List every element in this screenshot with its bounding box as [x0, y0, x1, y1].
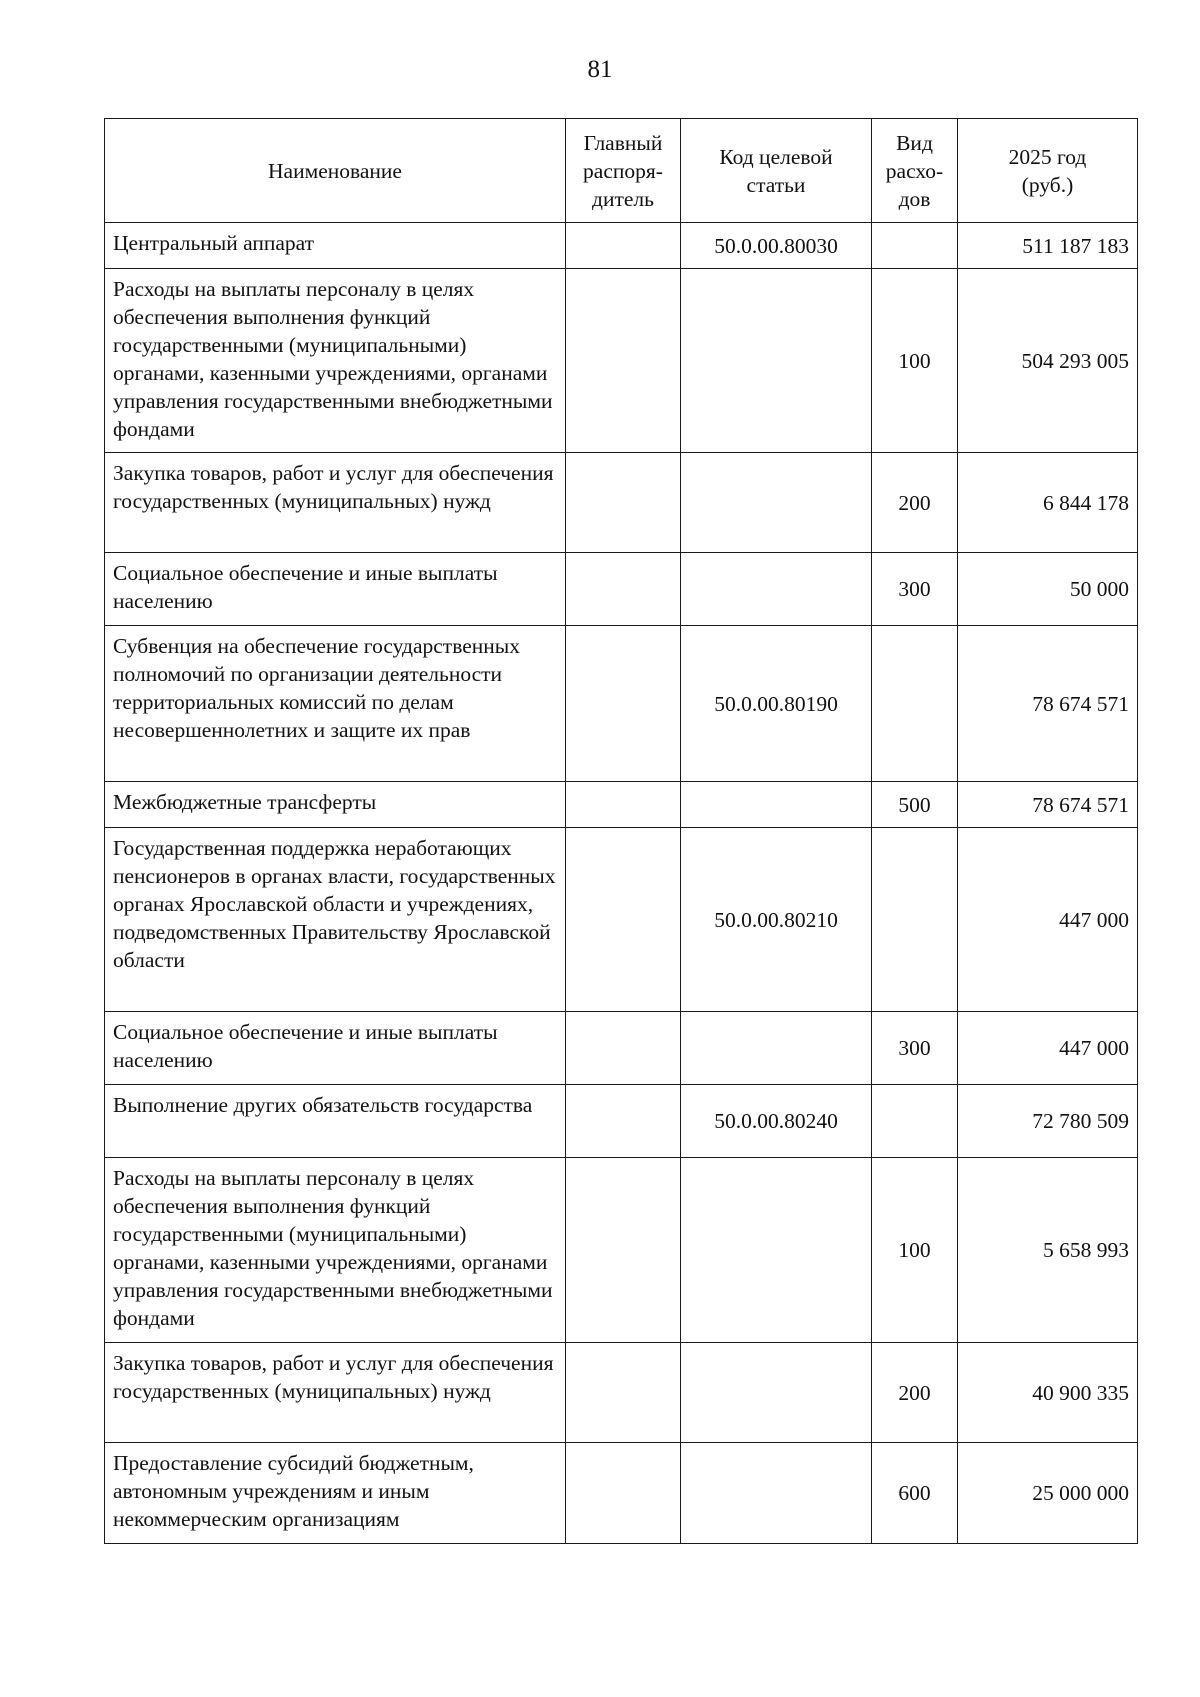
cell-amount: 504 293 005 — [958, 269, 1138, 453]
header-admin-line: дитель — [592, 186, 654, 211]
header-target-code — [681, 119, 872, 223]
cell-kind: 500 — [872, 782, 958, 828]
cell-amount: 72 780 509 — [958, 1085, 1138, 1158]
header-code-line: Код целевой — [719, 144, 833, 169]
cell-amount: 78 674 571 — [958, 626, 1138, 782]
cell-code — [681, 553, 872, 626]
cell-admin — [566, 223, 681, 269]
cell-admin — [566, 1085, 681, 1158]
cell-name: Выполнение других обязательств государства — [105, 1085, 566, 1158]
table-header-row — [105, 119, 1138, 223]
cell-code — [681, 1343, 872, 1443]
cell-amount: 447 000 — [958, 1012, 1138, 1085]
cell-amount: 5 658 993 — [958, 1158, 1138, 1343]
cell-kind: 300 — [872, 553, 958, 626]
table-row — [105, 828, 1138, 1012]
table-row — [105, 453, 1138, 553]
cell-amount: 78 674 571 — [958, 782, 1138, 828]
cell-admin — [566, 1443, 681, 1544]
header-name-label: Наименование — [268, 158, 402, 183]
cell-code: 50.0.00.80240 — [681, 1085, 872, 1158]
cell-name: Закупка товаров, работ и услуг для обеспечения государственных (муниципальных) нужд — [105, 1343, 566, 1443]
cell-code: 50.0.00.80030 — [681, 223, 872, 269]
header-amount-line: 2025 год — [1008, 144, 1087, 169]
header-admin-line: Главный — [583, 130, 663, 155]
cell-admin — [566, 453, 681, 553]
cell-admin — [566, 828, 681, 1012]
cell-code: 50.0.00.80190 — [681, 626, 872, 782]
header-amount-2025 — [958, 119, 1138, 223]
table-row — [105, 269, 1138, 453]
cell-kind — [872, 1085, 958, 1158]
header-admin-line: распоря- — [583, 158, 663, 183]
table-row — [105, 626, 1138, 782]
header-kind-line: Вид — [896, 130, 933, 155]
cell-kind: 300 — [872, 1012, 958, 1085]
cell-kind: 100 — [872, 269, 958, 453]
cell-amount: 6 844 178 — [958, 453, 1138, 553]
header-name — [105, 119, 566, 223]
cell-kind — [872, 223, 958, 269]
cell-admin — [566, 269, 681, 453]
table-row — [105, 1343, 1138, 1443]
cell-code — [681, 782, 872, 828]
table-row — [105, 1085, 1138, 1158]
budget-table — [104, 118, 1138, 1544]
cell-amount: 511 187 183 — [958, 223, 1138, 269]
cell-admin — [566, 1158, 681, 1343]
table-row — [105, 1158, 1138, 1343]
cell-kind: 200 — [872, 453, 958, 553]
cell-name: Расходы на выплаты персоналу в целях обеспечения выполнения функций государственными (муниципальными) органами, казенными учреждениями, органами управления государственными внебюджетными фондами — [105, 269, 566, 453]
cell-kind: 600 — [872, 1443, 958, 1544]
cell-kind — [872, 828, 958, 1012]
cell-name: Социальное обеспечение и иные выплаты населению — [105, 553, 566, 626]
header-main-administrator — [566, 119, 681, 223]
cell-code: 50.0.00.80210 — [681, 828, 872, 1012]
cell-code — [681, 269, 872, 453]
table-row — [105, 553, 1138, 626]
cell-name: Расходы на выплаты персоналу в целях обеспечения выполнения функций государственными (муниципальными) органами, казенными учреждениями, органами управления государственными внебюджетными фондами — [105, 1158, 566, 1343]
cell-amount: 25 000 000 — [958, 1443, 1138, 1544]
cell-name: Центральный аппарат — [105, 223, 566, 269]
table-row — [105, 1012, 1138, 1085]
cell-admin — [566, 553, 681, 626]
cell-name: Предоставление субсидий бюджетным, автономным учреждениям и иным некоммерческим организациям — [105, 1443, 566, 1544]
page-number: 81 — [587, 56, 613, 83]
cell-kind: 200 — [872, 1343, 958, 1443]
cell-name: Социальное обеспечение и иные выплаты населению — [105, 1012, 566, 1085]
cell-code — [681, 1443, 872, 1544]
cell-amount: 447 000 — [958, 828, 1138, 1012]
cell-name: Государственная поддержка неработающих пенсионеров в органах власти, государственных органах Ярославской области и учреждениях, подведомственных Правительству Ярославской области — [105, 828, 566, 1012]
header-amount-line: (руб.) — [1021, 172, 1074, 197]
header-kind-line: дов — [898, 186, 931, 211]
cell-name: Субвенция на обеспечение государственных полномочий по организации деятельности территориальных комиссий по делам несовершеннолетних и защите их прав — [105, 626, 566, 782]
cell-amount: 40 900 335 — [958, 1343, 1138, 1443]
cell-code — [681, 1158, 872, 1343]
cell-kind — [872, 626, 958, 782]
cell-name: Закупка товаров, работ и услуг для обеспечения государственных (муниципальных) нужд — [105, 453, 566, 553]
cell-kind: 100 — [872, 1158, 958, 1343]
cell-amount: 50 000 — [958, 553, 1138, 626]
cell-admin — [566, 782, 681, 828]
cell-name: Межбюджетные трансферты — [105, 782, 566, 828]
header-code-line: статьи — [746, 172, 806, 197]
table-row — [105, 782, 1138, 828]
header-expense-kind — [872, 119, 958, 223]
cell-admin — [566, 1012, 681, 1085]
cell-code — [681, 1012, 872, 1085]
header-kind-line: расхо- — [885, 158, 944, 183]
cell-admin — [566, 1343, 681, 1443]
table-row — [105, 223, 1138, 269]
cell-code — [681, 453, 872, 553]
cell-admin — [566, 626, 681, 782]
table-row — [105, 1443, 1138, 1544]
